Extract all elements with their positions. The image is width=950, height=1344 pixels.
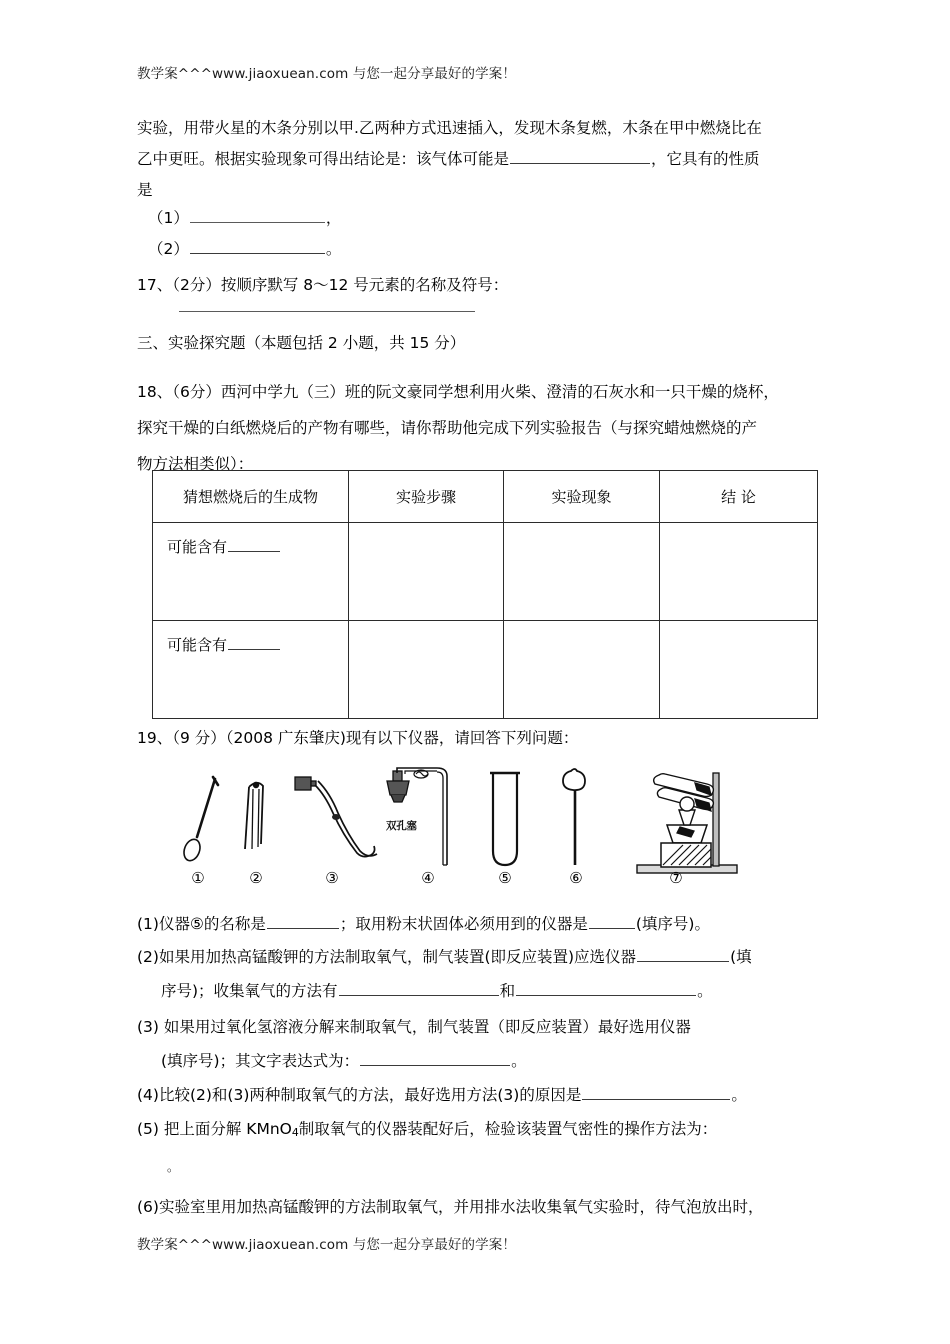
question-18-paragraph xyxy=(137,374,837,482)
question-16-paragraph xyxy=(137,113,827,206)
q19-p4-b: 。 xyxy=(731,1086,747,1104)
apparatus-label-1: ① xyxy=(191,869,205,887)
table-header-cell-3: 结 论 xyxy=(660,471,818,523)
double-hole-stopper-icon xyxy=(387,768,447,865)
q19-p2-l2-b: 和 xyxy=(499,982,516,1000)
table-row xyxy=(153,621,818,719)
table-cell-conclusion-2[interactable] xyxy=(660,621,818,719)
q18-line-3: 物方法相类似）： xyxy=(137,455,254,473)
q16-line-1: 实验，用带火星的木条分别以甲.乙两种方式迅速插入，发现木条复燃，木条在甲中燃烧比在 xyxy=(137,119,762,137)
q19-p5-b: 制取氧气的仪器装配好后，检验该装置气密性的操作方法为： xyxy=(298,1120,718,1138)
apparatus-label-7: ⑦ xyxy=(669,869,683,887)
question-19-intro: 19、（9 分）（2008 广东肇庆)现有以下仪器，请回答下列问题： xyxy=(137,729,579,747)
table-header-cell-2: 实验现象 xyxy=(504,471,660,523)
q19-p1-a: (1)仪器⑤的名称是 xyxy=(137,915,266,933)
site-footer-watermark: 教学案^^^www.jiaoxuean.com 与您一起分享最好的学案！ xyxy=(137,1237,516,1253)
apparatus-label-2: ② xyxy=(249,869,263,887)
table-cell-steps-1[interactable] xyxy=(349,523,504,621)
q16-answer-blank-1[interactable] xyxy=(510,149,650,164)
guess-label-2: 可能含有 xyxy=(167,636,228,654)
q19-p2-blank-1[interactable] xyxy=(637,947,729,962)
table-row xyxy=(153,523,818,621)
q16-subitem-1 xyxy=(148,203,341,234)
q19-p2-l1-a: (2)如果用加热高锰酸钾的方法制取氧气，制气装置(即反应装置)应选仪器 xyxy=(137,948,637,966)
table-cell-conclusion-1[interactable] xyxy=(660,523,818,621)
q19-part-6: (6)实验室里用加热高锰酸钾的方法制取氧气，并用排水法收集氧气实验时，待气泡放出时， xyxy=(137,1198,764,1216)
q19-part-3 xyxy=(137,1010,837,1078)
apparatus-label-row xyxy=(175,869,775,891)
q19-part-5-tail: 。 xyxy=(167,1160,180,1174)
q16-subitem-1-label: （1） xyxy=(148,209,189,227)
q19-p1-b: ；取用粉末状固体必须用到的仪器是 xyxy=(339,915,588,933)
table-cell-guess-2[interactable] xyxy=(153,621,349,719)
q16-subitem-1-blank[interactable] xyxy=(190,208,325,223)
q16-subitem-1-tail: ， xyxy=(325,209,342,227)
q16-subitem-2-label: （2） xyxy=(148,240,189,258)
guess-blank-1[interactable] xyxy=(228,538,280,552)
q19-p5-a: (5) 把上面分解 KMnO xyxy=(137,1120,292,1138)
q18-line-1: 18、（6分）西河中学九（三）班的阮文豪同学想利用火柴、澄清的石灰水和一只干燥的烧杯， xyxy=(137,383,779,401)
question-17-answer-area xyxy=(178,292,476,323)
q19-p1-blank-1[interactable] xyxy=(267,914,339,929)
guess-blank-2[interactable] xyxy=(228,636,280,650)
q19-p2-line-1 xyxy=(137,940,837,974)
q19-p3-blank-1[interactable] xyxy=(360,1051,510,1066)
apparatus-label-3: ③ xyxy=(325,869,339,887)
q18-line-2: 探究干燥的白纸燃烧后的产物有哪些，请你帮助他完成下列实验报告（与探究蜡烛燃烧的产 xyxy=(137,419,758,437)
table-header-row xyxy=(153,471,818,523)
iron-stand-alcohol-lamp-icon xyxy=(637,773,737,873)
q19-p1-c: (填序号)。 xyxy=(635,915,710,933)
tweezers-icon xyxy=(245,782,263,849)
table-header-cell-1: 实验步骤 xyxy=(349,471,504,523)
section-3-heading: 三、实验探究题（本题包括 2 小题，共 15 分） xyxy=(137,334,466,352)
table-cell-steps-2[interactable] xyxy=(349,621,504,719)
apparatus-label-6: ⑥ xyxy=(569,869,583,887)
test-tube-icon xyxy=(490,773,520,865)
experiment-report-table xyxy=(152,470,818,719)
q19-part-2 xyxy=(137,940,837,1008)
q19-part-1 xyxy=(137,909,710,940)
spoon-icon xyxy=(181,777,218,863)
q19-p3-line-2 xyxy=(137,1044,837,1078)
q16-line-2-b: ，它具有的性质 xyxy=(651,150,760,168)
q16-line-2 xyxy=(137,144,827,175)
q19-p2-line-2 xyxy=(137,974,837,1008)
table-header-cell-0: 猜想燃烧后的生成物 xyxy=(153,471,349,523)
q16-subitem-2-tail: 。 xyxy=(325,240,342,258)
q19-p2-blank-2[interactable] xyxy=(339,981,499,996)
apparatus-label-5: ⑤ xyxy=(498,869,512,887)
dropper-icon xyxy=(563,769,585,865)
q16-line-2-a: 乙中更旺。根据实验现象可得出结论是：该气体可能是 xyxy=(137,150,510,168)
q19-p3-line-1: (3) 如果用过氧化氢溶液分解来制取氧气，制气装置（即反应装置）最好选用仪器 xyxy=(137,1018,691,1036)
q19-p2-l2-c: 。 xyxy=(697,982,713,1000)
q19-p3-l2-b: 。 xyxy=(511,1052,527,1070)
q19-p2-blank-3[interactable] xyxy=(516,981,696,996)
q16-subitem-2 xyxy=(148,234,341,265)
q19-p5-subscript: 4 xyxy=(291,1126,299,1140)
apparatus-label-4: ④ xyxy=(421,869,435,887)
q16-subitem-2-blank[interactable] xyxy=(190,239,325,254)
test-tube-holder-icon xyxy=(295,777,377,857)
question-17-answer-blank[interactable] xyxy=(179,297,475,312)
table-cell-guess-1[interactable] xyxy=(153,523,349,621)
q19-p1-blank-2[interactable] xyxy=(589,914,635,929)
site-header-watermark: 教学案^^^www.jiaoxuean.com 与您一起分享最好的学案！ xyxy=(137,66,516,82)
q19-part-5 xyxy=(137,1114,717,1146)
table-cell-phenomena-1[interactable] xyxy=(504,523,660,621)
question-17-text: 17、（2分）按顺序默写 8～12 号元素的名称及符号： xyxy=(137,276,509,294)
guess-label-1: 可能含有 xyxy=(167,538,228,556)
q19-p2-l1-b: (填 xyxy=(730,948,752,966)
q19-p4-blank[interactable] xyxy=(582,1085,730,1100)
q16-line-3: 是 xyxy=(137,181,153,199)
double-hole-stopper-label: 双孔塞 xyxy=(386,820,417,832)
q19-p4-a: (4)比较(2)和(3)两种制取氧气的方法，最好选用方法(3)的原因是 xyxy=(137,1086,582,1104)
q19-p2-l2-a: 序号)；收集氧气的方法有 xyxy=(161,982,338,1000)
q19-part-4 xyxy=(137,1080,747,1111)
table-cell-phenomena-2[interactable] xyxy=(504,621,660,719)
q19-p3-l2-a: (填序号)；其文字表达式为： xyxy=(161,1052,360,1070)
